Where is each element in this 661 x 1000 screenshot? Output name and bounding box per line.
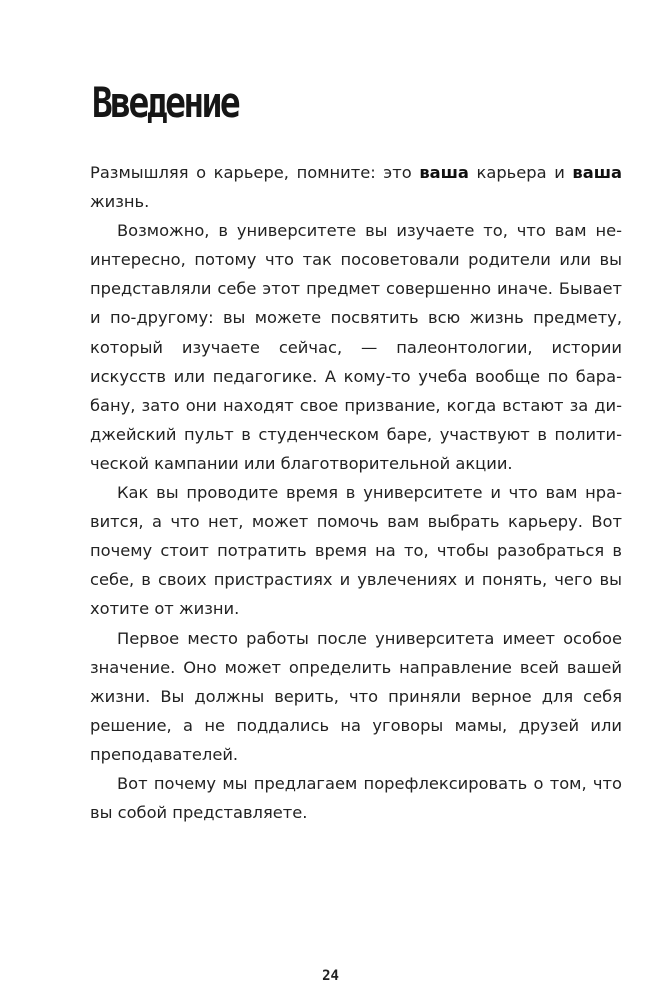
page-number: 24 xyxy=(322,968,339,984)
paragraph-intro xyxy=(90,158,622,216)
emphasis: ваша xyxy=(419,163,469,182)
emphasis: ваша xyxy=(572,163,622,182)
chapter-title: Введение xyxy=(92,78,239,127)
body-text xyxy=(90,158,622,827)
text-segment: Размышляя о карьере, помните: это xyxy=(90,163,420,182)
paragraph: Как вы проводите время в университете и что вам нравится, а что нет, может помочь вам выбрать карьеру. Вот почему стоит потратить время на то, чтобы разобраться в себе, в своих пристрастиях и увлечениях и понять, чего вы хотите от жизни. xyxy=(90,483,622,619)
text-segment: карьера и xyxy=(468,163,573,182)
paragraph: Вот почему мы предлагаем порефлексировать о том, что вы собой представляете. xyxy=(90,773,622,823)
paragraph: Возможно, в университете вы изучаете то, что вам неинтересно, потому что так посоветовали родители или вы представляли себе этот предмет совершенно иначе. Бывает и по-другому: вы можете посвятить всю жизнь предмету, который изучаете сейчас, — палеонтологии, истории искусств или педагогике. А кому-то учеба вообще по барабану, зато они находят свое призвание, когда встают за диджейский пульт в студенческом баре, участвуют в политической кампании или благотворительной акции. xyxy=(90,221,622,473)
text-segment: жизнь. xyxy=(90,192,150,212)
paragraph: Первое место работы после университета имеет особое значение. Оно может определить направление всей вашей жизни. Вы должны верить, что приняли верное для себя решение, а не поддались на уговоры мамы, друзей или преподавателей. xyxy=(90,628,622,764)
